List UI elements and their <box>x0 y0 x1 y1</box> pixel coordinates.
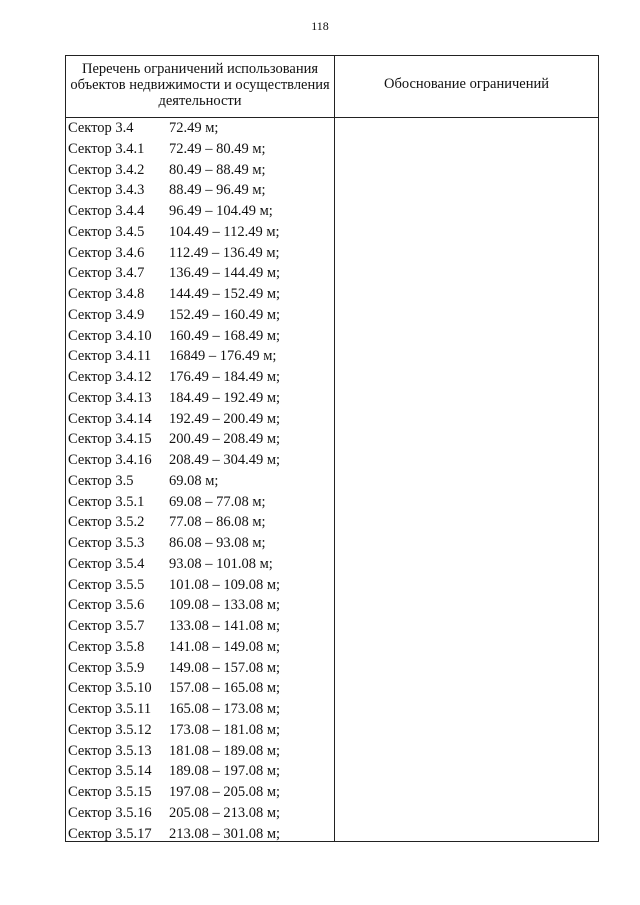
table-row <box>66 636 334 657</box>
sector-range: 133.08 – 141.08 м; <box>169 618 281 634</box>
sector-range: 213.08 – 301.08 м; <box>169 825 281 842</box>
table-row <box>66 594 334 615</box>
sector-name: Сектор 3.4.11 <box>68 348 152 365</box>
header-justification: Обоснование ограничений <box>384 76 549 92</box>
sector-range: 69.08 м; <box>169 472 219 489</box>
table-row <box>66 283 334 304</box>
table-row <box>66 740 334 761</box>
sector-range: 80.49 – 88.49 м; <box>169 161 266 178</box>
sector-range: 77.08 – 86.08 м; <box>169 514 266 531</box>
sector-name: Сектор 3.4.15 <box>68 431 152 448</box>
sector-range: 176.49 – 184.49 м; <box>169 369 281 385</box>
sector-name: Сектор 3.4.14 <box>68 410 152 427</box>
sector-range: 189.08 – 197.08 м; <box>169 763 281 780</box>
sector-range: 157.08 – 165.08 м; <box>169 680 281 697</box>
header-restrictions-list <box>66 61 334 109</box>
sector-range: 152.49 – 160.49 м; <box>169 306 281 323</box>
table-row <box>66 200 334 221</box>
sector-range: 96.49 – 104.49 м; <box>169 203 273 219</box>
table-row <box>66 325 334 346</box>
sector-name: Сектор 3.5.16 <box>68 804 152 821</box>
sector-name: Сектор 3.4.9 <box>68 306 145 323</box>
sector-range: 72.49 м; <box>169 120 219 136</box>
table-row <box>66 574 334 595</box>
table-row <box>66 221 334 242</box>
sector-name: Сектор 3.4.7 <box>68 265 145 282</box>
sector-name: Сектор 3.4 <box>68 120 134 136</box>
sector-range: 200.49 – 208.49 м; <box>169 431 281 448</box>
table-row <box>66 553 334 574</box>
sector-name: Сектор 3.5.11 <box>68 701 152 717</box>
table-row <box>66 615 334 636</box>
sector-name: Сектор 3.5.17 <box>68 825 152 842</box>
sector-name: Сектор 3.5.2 <box>68 514 145 531</box>
sector-name: Сектор 3.5.14 <box>68 763 152 780</box>
table-row <box>66 117 334 138</box>
restrictions-table <box>65 55 599 842</box>
column-divider <box>334 56 335 841</box>
sector-name: Сектор 3.5.3 <box>68 535 145 551</box>
table-row <box>66 532 334 553</box>
header-left-line: деятельности <box>158 93 242 109</box>
sector-range: 205.08 – 213.08 м; <box>169 804 281 821</box>
sector-name: Сектор 3.5.5 <box>68 576 145 593</box>
table-row <box>66 719 334 740</box>
sector-range: 144.49 – 152.49 м; <box>169 286 281 302</box>
sector-range: 149.08 – 157.08 м; <box>169 659 281 676</box>
sector-range: 86.08 – 93.08 м; <box>169 535 266 551</box>
table-row <box>66 179 334 200</box>
sector-name: Сектор 3.4.2 <box>68 161 145 178</box>
table-row <box>66 823 334 844</box>
sector-range: 72.49 – 80.49 м; <box>169 140 266 157</box>
sector-range: 93.08 – 101.08 м; <box>169 555 273 572</box>
sector-name: Сектор 3.4.8 <box>68 286 145 302</box>
sector-range: 173.08 – 181.08 м; <box>169 721 281 738</box>
table-row <box>66 470 334 491</box>
table-row <box>66 262 334 283</box>
table-row <box>66 511 334 532</box>
sector-name: Сектор 3.5 <box>68 472 134 489</box>
table-row <box>66 428 334 449</box>
sector-range: 208.49 – 304.49 м; <box>169 452 281 468</box>
sector-range: 16849 – 176.49 м; <box>169 348 277 365</box>
sector-name: Сектор 3.5.7 <box>68 618 145 634</box>
sector-range: 136.49 – 144.49 м; <box>169 265 281 282</box>
header-left-line: объектов недвижимости и осуществления <box>70 77 330 93</box>
table-row <box>66 760 334 781</box>
sector-range: 181.08 – 189.08 м; <box>169 742 281 759</box>
table-row <box>66 159 334 180</box>
table-row <box>66 242 334 263</box>
sector-name: Сектор 3.4.1 <box>68 140 145 157</box>
table-row <box>66 304 334 325</box>
sector-name: Сектор 3.4.6 <box>68 244 145 261</box>
sector-range: 184.49 – 192.49 м; <box>169 389 281 406</box>
sector-range: 69.08 – 77.08 м; <box>169 493 266 510</box>
sector-name: Сектор 3.4.13 <box>68 389 152 406</box>
sector-name: Сектор 3.5.12 <box>68 721 152 738</box>
sector-name: Сектор 3.4.5 <box>68 223 145 240</box>
sector-name: Сектор 3.4.3 <box>68 182 145 199</box>
table-row <box>66 491 334 512</box>
sector-name: Сектор 3.5.4 <box>68 555 145 572</box>
sector-name: Сектор 3.5.10 <box>68 680 152 697</box>
sector-name: Сектор 3.5.9 <box>68 659 145 676</box>
table-row <box>66 698 334 719</box>
table-row <box>66 657 334 678</box>
sector-name: Сектор 3.4.10 <box>68 327 152 344</box>
table-row <box>66 138 334 159</box>
header-left-line: Перечень ограничений использования <box>81 61 319 77</box>
sector-range: 109.08 – 133.08 м; <box>169 597 281 614</box>
table-header <box>66 56 598 118</box>
sector-range: 197.08 – 205.08 м; <box>169 784 281 800</box>
table-row <box>66 677 334 698</box>
sector-name: Сектор 3.5.6 <box>68 597 145 614</box>
table-row <box>66 781 334 802</box>
sector-name: Сектор 3.5.15 <box>68 784 152 800</box>
sector-range: 88.49 – 96.49 м; <box>169 182 266 199</box>
sector-range: 101.08 – 109.08 м; <box>169 576 281 593</box>
sector-range: 165.08 – 173.08 м; <box>169 701 281 717</box>
table-row <box>66 345 334 366</box>
sector-name: Сектор 3.4.12 <box>68 369 152 385</box>
sector-range: 160.49 – 168.49 м; <box>169 327 281 344</box>
table-row <box>66 387 334 408</box>
sector-name: Сектор 3.5.1 <box>68 493 145 510</box>
table-row <box>66 366 334 387</box>
table-body <box>66 117 334 843</box>
sector-name: Сектор 3.5.8 <box>68 638 145 655</box>
page-number: 118 <box>311 19 329 33</box>
sector-range: 141.08 – 149.08 м; <box>169 638 281 655</box>
sector-name: Сектор 3.4.4 <box>68 203 145 219</box>
sector-name: Сектор 3.5.13 <box>68 742 152 759</box>
table-row <box>66 408 334 429</box>
table-row <box>66 449 334 470</box>
sector-name: Сектор 3.4.16 <box>68 452 152 468</box>
sector-range: 192.49 – 200.49 м; <box>169 410 281 427</box>
table-row <box>66 802 334 823</box>
sector-range: 104.49 – 112.49 м; <box>169 223 280 240</box>
sector-range: 112.49 – 136.49 м; <box>169 244 280 261</box>
